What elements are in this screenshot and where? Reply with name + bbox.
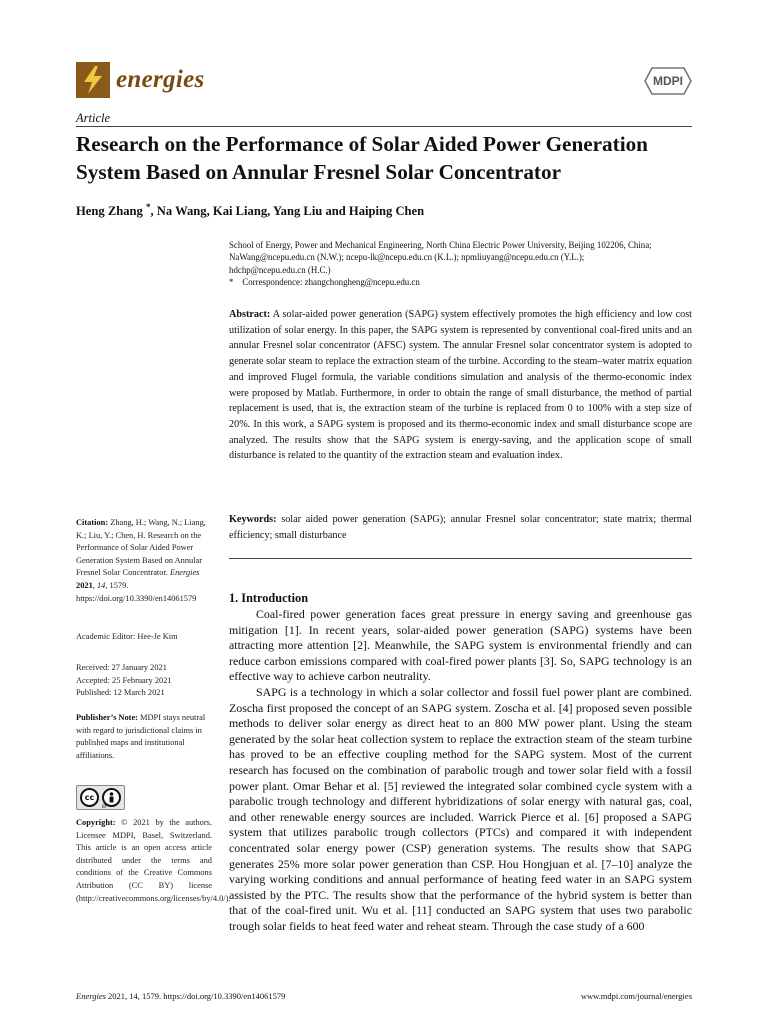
author-rest: , Na Wang, Kai Liang, Yang Liu and Haiping Chen	[150, 204, 425, 219]
correspondence	[229, 276, 699, 288]
creative-commons-icon: cc	[80, 788, 99, 807]
citation-block: Citation: Zhang, H.; Wang, N.; Liang, K.; Liu, Y.; Chen, H. Research on the Performance of Solar Aided Power Generation System Based on Annular Fresnel Solar Concentrator. Energies 2021, 14, 1579. https://doi.org/10.3390/en14061579	[76, 518, 206, 603]
author-list	[76, 202, 424, 219]
publisher-name: MDPI	[653, 74, 683, 88]
citation-pages: , 1579.	[105, 580, 129, 590]
copyright-text: © 2021 by the authors. Licensee MDPI, Basel, Switzerland. This article is an open access article distributed under the terms and conditions of the Creative Commons Attribution (CC BY) license (http://creativecommons.org/licenses/by/4.0/).	[76, 818, 231, 903]
copyright-label: Copyright:	[76, 818, 116, 827]
author-first: Heng Zhang	[76, 204, 143, 219]
publisher-note	[76, 712, 212, 762]
footer-citation	[76, 991, 285, 1001]
journal-logo	[76, 62, 205, 98]
corresponding-mark: *	[146, 202, 151, 212]
footer-doi: 2021, 14, 1579. https://doi.org/10.3390/en14061579	[105, 991, 286, 1001]
published-date: Published: 12 March 2021	[76, 688, 165, 698]
dates-block	[76, 662, 212, 700]
header-divider	[76, 126, 692, 127]
keywords-label: Keywords:	[229, 514, 277, 525]
correspondence-mark: *	[229, 277, 234, 288]
abstract-text: A solar-aided power generation (SAPG) system effectively promotes the high efficiency and low cost utilization of solar energy. In this paper, the SAPG system is represented by conventional coal-fired units and an annular Fresnel solar concentrator (AFSC) system. The annular Fresnel solar concentrator system is adopted to generate solar steam to replace the extraction steam of the turbine. According to the steam–water matrix equation and improved Flugel formula, the variable conditions simulation and analysis of the thermo-economic index were proposed by Matlab. Furthermore, in order to obtain the range of small disturbance, the method of partial replacement is used, that is, the extraction steam of the turbine is replaced from 0 to 100% with a step size of 20%. In this work, a SAPG system is proposed and its thermo-economic index and small disturbance scope are analyzed. The results show that the SAPG system is energy-saving, and the application scope of small disturbance is related to the quantity of the extraction steam and evaluation index.	[229, 309, 692, 462]
citation-journal: Energies	[169, 568, 200, 578]
paper-title: Research on the Performance of Solar Aided Power Generation System Based on Annular Fresnel Solar Concentrator	[76, 132, 648, 184]
footer-journal: Energies	[76, 991, 106, 1001]
keywords-text: solar aided power generation (SAPG); annular Fresnel solar concentrator; state matrix; thermal efficiency; small disturbance	[229, 514, 693, 541]
citation-text: Zhang, H.; Wang, N.; Liang, K.; Liu, Y.; Chen, H. Research on the Performance of Solar Aided Power Generation System Based on Annular Fresnel Solar Concentrator.	[76, 518, 206, 578]
paragraph: SAPG is a technology in which a solar collector and fossil fuel power plant are combined. Zoscha first proposed the concept of an SAPG system. Zoscha et al. [4] proposed seven possible methods to deliver solar energy as direct heat to an 800 MW power plant. Using the steam generated by the solar heat collection system to replace the extraction steam of the steam turbine has proved to be an effective coupling method for the SAPG system. Most of the current research has focused on the combination of parabolic trough and tower solar field with a fossil power plant. Omar Behar et al. [5] reviewed the integrated solar combined cycle system with a parabolic trough technology and different hybridizations of solar energy with natural gas, coal, and other renewable energy sources are included. Warrick Pierce et al. [6] proposed a SAPG system that utilizes parabolic trough collectors (PTCs) and compared it with independent concentrated solar energy power (CSP) generation systems. The results show that SAPG generates 25% more solar power generation than CSP. Hou Hongjuan et al. [7–10] analyze the varying working conditions and annual performance of heating feed water in an SAPG system assisted by the PTC. The results show that the performance of the hybrid system is better than that of the coal-fired unit. Wu et al. [11] conducted an SAPG system that uses two parabolic trough solar fields to heat feed water and reheat steam. Through the case study of a 600	[229, 684, 692, 933]
academic-editor: Academic Editor: Hee-Je Kim	[76, 632, 178, 641]
publisher-note-text: MDPI stays neutral with regard to jurisdictional claims in published maps and institutional affiliations.	[76, 713, 206, 760]
copyright-block	[76, 817, 231, 905]
article-type: Article	[76, 111, 111, 125]
footer-website[interactable]: www.mdpi.com/journal/energies	[580, 991, 692, 1001]
journal-name: energies	[116, 66, 205, 93]
citation-volume: 14	[96, 580, 106, 590]
citation-year: 2021	[76, 580, 93, 590]
cc-by-license-badge[interactable]	[76, 785, 125, 810]
section-body	[229, 607, 692, 934]
keywords	[229, 512, 692, 543]
citation-label: Citation:	[76, 518, 109, 527]
citation-doi-link[interactable]: https://doi.org/10.3390/en14061579	[76, 593, 197, 603]
keywords-divider	[229, 558, 692, 559]
lightning-bolt-icon	[76, 62, 110, 98]
accepted-date: Accepted: 25 February 2021	[76, 675, 172, 685]
cc-by-label: BY	[102, 804, 107, 809]
publisher-note-label: Publisher’s Note:	[76, 713, 138, 722]
affiliation	[229, 239, 699, 289]
affiliation-line: School of Energy, Power and Mechanical Engineering, North China Electric Power University, Beijing 102206, China;	[229, 240, 652, 250]
abstract-label: Abstract:	[229, 309, 271, 320]
correspondence-text: Correspondence: zhangchongheng@ncepu.edu.cn	[242, 277, 420, 288]
received-date: Received: 27 January 2021	[76, 663, 167, 672]
affiliation-line: NaWang@ncepu.edu.cn (N.W.); ncepu-lk@ncepu.edu.cn (K.L.); npmliuyang@ncepu.edu.cn (Y.L.);	[229, 252, 585, 263]
abstract	[229, 307, 692, 464]
affiliation-line: hdchp@ncepu.edu.cn (H.C.)	[229, 264, 331, 275]
paragraph: Coal-fired power generation faces great pressure in energy saving and greenhouse gas mitigation [1]. In recent years, solar-aided power generation (SAPG) systems have been attracting more attention [2]. Meanwhile, the SAPG system is environmental friendly and can reduce carbon emissions compared with coal-fired power plants [3]. So, SAPG technology is an effective way to achieve carbon neutrality.	[229, 607, 692, 684]
section-heading: 1. Introduction	[229, 591, 309, 605]
publisher-logo	[644, 66, 692, 96]
